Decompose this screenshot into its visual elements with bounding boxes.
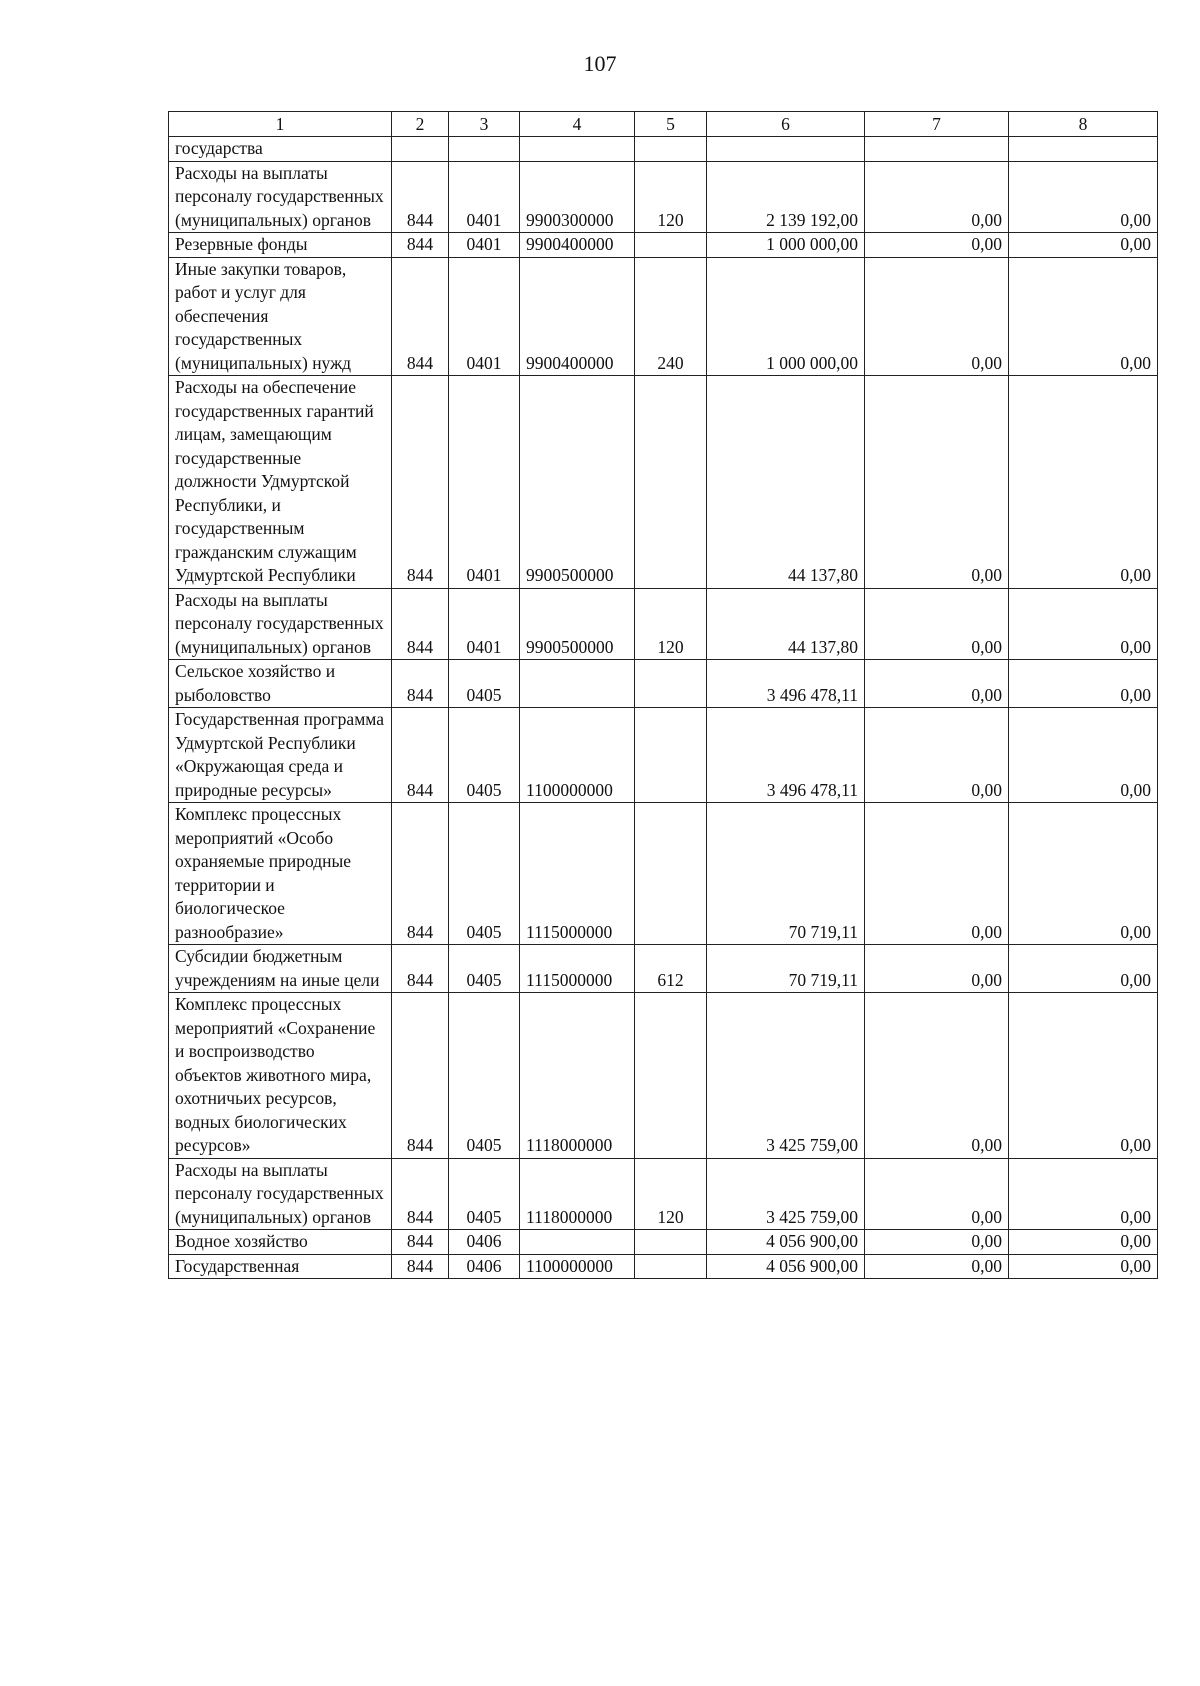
- ministry-code-cell: 844: [392, 660, 449, 708]
- item-name-cell: Комплекс процессных мероприятий «Особо охраняемые природные территории и биологическое разнообразие»: [169, 803, 392, 945]
- expense-type-cell: 120: [635, 1158, 707, 1230]
- target-item-cell: 9900400000: [520, 233, 635, 258]
- section-code-cell: 0401: [449, 233, 520, 258]
- amount-cell: 4 056 900,00: [707, 1230, 865, 1255]
- item-name-cell: Государственная: [169, 1254, 392, 1279]
- expense-type-cell: 120: [635, 588, 707, 660]
- expense-type-cell: 120: [635, 161, 707, 233]
- column-header: 7: [865, 112, 1009, 137]
- expense-type-cell: [635, 233, 707, 258]
- expense-type-cell: [635, 803, 707, 945]
- section-code-cell: 0401: [449, 257, 520, 376]
- amount-col7-cell: 0,00: [865, 803, 1009, 945]
- amount-cell: [707, 137, 865, 162]
- amount-col7-cell: 0,00: [865, 945, 1009, 993]
- target-item-cell: 9900500000: [520, 376, 635, 589]
- ministry-code-cell: 844: [392, 376, 449, 589]
- ministry-code-cell: 844: [392, 945, 449, 993]
- ministry-code-cell: 844: [392, 1254, 449, 1279]
- target-item-cell: 1118000000: [520, 1158, 635, 1230]
- ministry-code-cell: 844: [392, 1230, 449, 1255]
- amount-cell: 3 425 759,00: [707, 1158, 865, 1230]
- amount-col8-cell: [1009, 137, 1158, 162]
- target-item-cell: 1100000000: [520, 708, 635, 803]
- table-row: [169, 660, 1158, 708]
- target-item-cell: [520, 1230, 635, 1255]
- amount-col7-cell: 0,00: [865, 708, 1009, 803]
- ministry-code-cell: 844: [392, 1158, 449, 1230]
- table-row: [169, 257, 1158, 376]
- section-code-cell: [449, 137, 520, 162]
- table-row: [169, 161, 1158, 233]
- amount-col8-cell: 0,00: [1009, 161, 1158, 233]
- expense-type-cell: [635, 376, 707, 589]
- amount-col7-cell: 0,00: [865, 161, 1009, 233]
- amount-col7-cell: 0,00: [865, 1254, 1009, 1279]
- amount-col8-cell: 0,00: [1009, 588, 1158, 660]
- amount-col7-cell: 0,00: [865, 257, 1009, 376]
- ministry-code-cell: 844: [392, 803, 449, 945]
- amount-col7-cell: 0,00: [865, 233, 1009, 258]
- amount-col8-cell: 0,00: [1009, 945, 1158, 993]
- amount-cell: 70 719,11: [707, 803, 865, 945]
- item-name-cell: Резервные фонды: [169, 233, 392, 258]
- ministry-code-cell: [392, 137, 449, 162]
- column-header: 8: [1009, 112, 1158, 137]
- amount-col7-cell: 0,00: [865, 588, 1009, 660]
- item-name-cell: Государственная программа Удмуртской Республики «Окружающая среда и природные ресурсы»: [169, 708, 392, 803]
- ministry-code-cell: 844: [392, 233, 449, 258]
- item-name-cell: Сельское хозяйство и рыболовство: [169, 660, 392, 708]
- table-row: [169, 137, 1158, 162]
- ministry-code-cell: 844: [392, 588, 449, 660]
- amount-col8-cell: 0,00: [1009, 376, 1158, 589]
- budget-table: [168, 111, 1158, 1279]
- amount-cell: 44 137,80: [707, 588, 865, 660]
- expense-type-cell: [635, 1230, 707, 1255]
- ministry-code-cell: 844: [392, 993, 449, 1159]
- table-row: [169, 1230, 1158, 1255]
- expense-type-cell: 240: [635, 257, 707, 376]
- section-code-cell: 0406: [449, 1230, 520, 1255]
- item-name-cell: Расходы на выплаты персоналу государственных (муниципальных) органов: [169, 1158, 392, 1230]
- table-row: [169, 1254, 1158, 1279]
- amount-col7-cell: [865, 137, 1009, 162]
- ministry-code-cell: 844: [392, 257, 449, 376]
- table-row: [169, 708, 1158, 803]
- amount-cell: 2 139 192,00: [707, 161, 865, 233]
- table-row: [169, 1158, 1158, 1230]
- amount-cell: 3 496 478,11: [707, 660, 865, 708]
- section-code-cell: 0405: [449, 803, 520, 945]
- amount-col8-cell: 0,00: [1009, 993, 1158, 1159]
- item-name-cell: Иные закупки товаров, работ и услуг для обеспечения государственных (муниципальных) нужд: [169, 257, 392, 376]
- expense-type-cell: [635, 993, 707, 1159]
- amount-cell: 3 496 478,11: [707, 708, 865, 803]
- expense-type-cell: [635, 1254, 707, 1279]
- amount-cell: 70 719,11: [707, 945, 865, 993]
- amount-col7-cell: 0,00: [865, 1230, 1009, 1255]
- table-row: [169, 376, 1158, 589]
- section-code-cell: 0405: [449, 708, 520, 803]
- target-item-cell: 9900500000: [520, 588, 635, 660]
- section-code-cell: 0406: [449, 1254, 520, 1279]
- target-item-cell: [520, 660, 635, 708]
- section-code-cell: 0405: [449, 1158, 520, 1230]
- amount-col8-cell: 0,00: [1009, 257, 1158, 376]
- amount-cell: 1 000 000,00: [707, 257, 865, 376]
- amount-col7-cell: 0,00: [865, 660, 1009, 708]
- column-header: 6: [707, 112, 865, 137]
- amount-cell: 4 056 900,00: [707, 1254, 865, 1279]
- section-code-cell: 0405: [449, 660, 520, 708]
- amount-col7-cell: 0,00: [865, 1158, 1009, 1230]
- section-code-cell: 0401: [449, 376, 520, 589]
- expense-type-cell: [635, 708, 707, 803]
- table-row: [169, 993, 1158, 1159]
- column-header: 3: [449, 112, 520, 137]
- amount-col8-cell: 0,00: [1009, 708, 1158, 803]
- amount-col7-cell: 0,00: [865, 993, 1009, 1159]
- amount-col8-cell: 0,00: [1009, 1230, 1158, 1255]
- section-code-cell: 0401: [449, 161, 520, 233]
- amount-cell: 1 000 000,00: [707, 233, 865, 258]
- column-header: 1: [169, 112, 392, 137]
- target-item-cell: 1100000000: [520, 1254, 635, 1279]
- section-code-cell: 0401: [449, 588, 520, 660]
- header-row: [169, 112, 1158, 137]
- item-name-cell: Расходы на выплаты персоналу государственных (муниципальных) органов: [169, 588, 392, 660]
- amount-col8-cell: 0,00: [1009, 1158, 1158, 1230]
- item-name-cell: Субсидии бюджетным учреждениям на иные цели: [169, 945, 392, 993]
- amount-col8-cell: 0,00: [1009, 660, 1158, 708]
- section-code-cell: 0405: [449, 945, 520, 993]
- column-header: 2: [392, 112, 449, 137]
- item-name-cell: государства: [169, 137, 392, 162]
- column-header: 5: [635, 112, 707, 137]
- item-name-cell: Расходы на обеспечение государственных гарантий лицам, замещающим государственные должности Удмуртской Республики, и государственным гражданским служащим Удмуртской Республики: [169, 376, 392, 589]
- table-body: [169, 137, 1158, 1279]
- amount-col8-cell: 0,00: [1009, 803, 1158, 945]
- section-code-cell: 0405: [449, 993, 520, 1159]
- amount-cell: 44 137,80: [707, 376, 865, 589]
- target-item-cell: 1118000000: [520, 993, 635, 1159]
- amount-cell: 3 425 759,00: [707, 993, 865, 1159]
- ministry-code-cell: 844: [392, 708, 449, 803]
- column-header: 4: [520, 112, 635, 137]
- expense-type-cell: 612: [635, 945, 707, 993]
- target-item-cell: 9900400000: [520, 257, 635, 376]
- target-item-cell: 1115000000: [520, 945, 635, 993]
- target-item-cell: 1115000000: [520, 803, 635, 945]
- target-item-cell: [520, 137, 635, 162]
- expense-type-cell: [635, 660, 707, 708]
- amount-col8-cell: 0,00: [1009, 1254, 1158, 1279]
- item-name-cell: Расходы на выплаты персоналу государственных (муниципальных) органов: [169, 161, 392, 233]
- ministry-code-cell: 844: [392, 161, 449, 233]
- expense-type-cell: [635, 137, 707, 162]
- amount-col7-cell: 0,00: [865, 376, 1009, 589]
- amount-col8-cell: 0,00: [1009, 233, 1158, 258]
- table-row: [169, 588, 1158, 660]
- item-name-cell: Водное хозяйство: [169, 1230, 392, 1255]
- item-name-cell: Комплекс процессных мероприятий «Сохранение и воспроизводство объектов животного мира, охотничьих ресурсов, водных биологических ресурсов»: [169, 993, 392, 1159]
- page-number: 107: [583, 51, 617, 76]
- table-row: [169, 803, 1158, 945]
- target-item-cell: 9900300000: [520, 161, 635, 233]
- table-row: [169, 233, 1158, 258]
- table-row: [169, 945, 1158, 993]
- table-header: [169, 112, 1158, 137]
